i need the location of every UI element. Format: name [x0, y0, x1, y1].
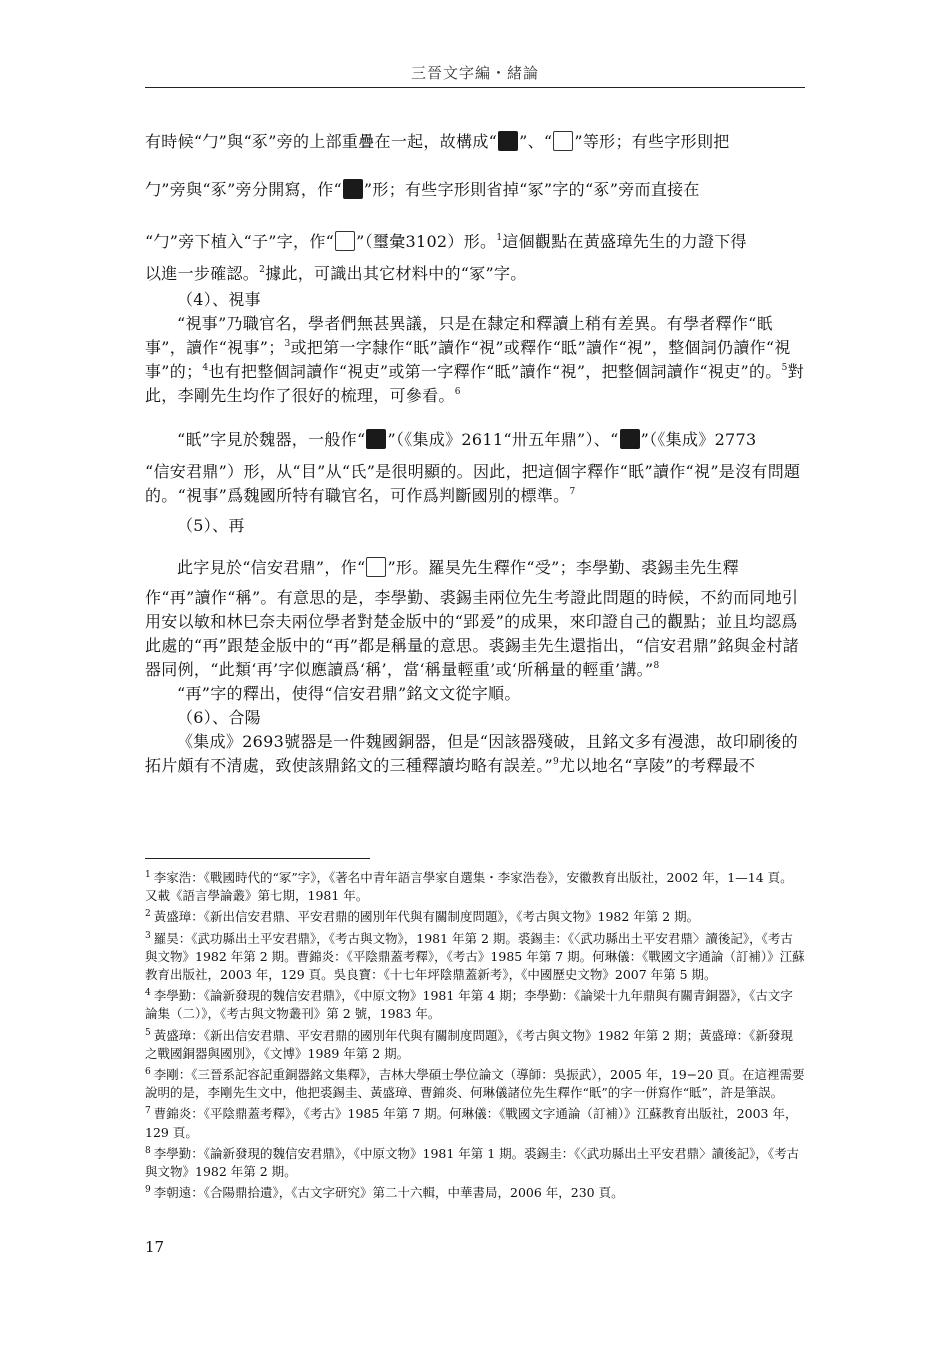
text-run: 《集成》2693號器是一件魏國銅器，但是“因該器殘破，且銘文多有漫漶，故印刷後的拓片頗有不清處，致使該鼎銘文的三種釋讀均略有誤差。” [145, 732, 798, 775]
footnote: $^1$ 李家浩：《戰國時代的“冢”字》，《著名中青年語言學家自選集・李家浩卷》，安徽教育出版社，2002 年，1—14 頁。又載《語言學論叢》第七期，1981 年。 [145, 870, 793, 904]
section-heading: （5）、再 [177, 516, 245, 535]
text-run: 對此，李剛先生均作了很好的梳理，可參看。 [145, 362, 804, 405]
ancient-glyph-image [335, 231, 355, 251]
paragraph-3 [145, 428, 805, 508]
text-run: ”形。羅昊先生釋作“受”；李學勤、裘錫圭先生釋 [387, 558, 739, 577]
footnote: $^4$ 李學勤：《論新發現的魏信安君鼎》，《中原文物》1981 年第 4 期；李學勤：《論梁十九年鼎與有關青銅器》，《古文字論集（二）》，《考古與文物叢刊》第 2 號，1983 年。 [145, 988, 793, 1022]
footnote-ref: 3 [284, 339, 291, 349]
footnotes [145, 866, 805, 1202]
footnote-rule [145, 858, 370, 859]
footnote-ref: 9 [552, 757, 560, 767]
text-run: 此字見於“信安君鼎”，作“ [177, 558, 366, 577]
text-run: “視事”乃職官名，學者們無甚異議，只是在隸定和釋讀上稍有差異。有學者釋作“眂事”，讀作“視事”； [145, 314, 773, 357]
footnote: $^5$ 黃盛璋：《新出信安君鼎、平安君鼎的國別年代與有關制度問題》，《考古與文物》1982 年第 2 期；黃盛璋：《新發現之戰國銅器與國別》，《文博》1989 年第 2 期。 [145, 1027, 793, 1061]
text-run: “勹”旁下植入“子”字，作“ [145, 232, 335, 251]
text-run: 也有把整個詞讀作“視吏”或第一字釋作“眡”讀作“視”，把整個詞讀作“視吏”的。 [208, 362, 782, 381]
text-run: ”（璽彙3102）形。 [356, 232, 497, 251]
ancient-glyph-image [553, 131, 573, 151]
paragraph-5: “再”字的釋出，使得“信安君鼎”銘文文從字順。 [177, 684, 521, 703]
footnote-ref: 6 [454, 387, 461, 397]
footnote: $^2$ 黃盛璋：《新出信安君鼎、平安君鼎的國別年代與有關制度問題》，《考古與文物》1982 年第 2 期。 [145, 909, 700, 925]
footnote-ref: 7 [569, 487, 576, 497]
ancient-glyph-image [366, 429, 386, 449]
footnote-ref: 4 [202, 363, 209, 373]
paragraph-1-line-2 [145, 178, 805, 202]
running-header: 三晉文字編・緒論 [410, 64, 539, 82]
footnote: $^9$ 李朝遠：《合陽鼎拾遺》，《古文字研究》第二十六輯，中華書局，2006 年，230 頁。 [145, 1185, 624, 1201]
text-run: ”（《集成》2611“卅五年鼎”）、“ [387, 430, 619, 449]
ancient-glyph-image [498, 131, 518, 151]
text-run: ”、“ [519, 132, 553, 151]
paragraph-2 [145, 312, 805, 408]
footnote: $^6$ 李剛：《三晉系記容記重銅器銘文集釋》，吉林大學碩士學位論文（導師：吳振武），2005 年，19−20 頁。在這裡需要說明的是，李剛先生文中，他把裘錫圭、黃盛璋、曹錦炎、何琳儀諸位先生釋作“眂”的字一併寫作“眡”，許是筆誤。 [145, 1067, 805, 1101]
text-run: ”等形；有些字形則把 [574, 132, 730, 151]
paragraph-1-line-3 [145, 230, 805, 286]
text-run: “信安君鼎”）形，从“目”从“氏”是很明顯的。因此，把這個字釋作“眂”讀作“視”是沒有問題的。“視事”爲魏國所特有職官名，可作爲判斷國別的標準。 [145, 462, 801, 505]
text-run: ”形；有些字形則省掉“冢”字的“豖”旁而直接在 [363, 180, 700, 199]
ancient-glyph-image [366, 557, 386, 577]
section-heading: （6）、合陽 [177, 708, 261, 727]
section-heading: （4）、視事 [177, 290, 261, 309]
footnote: $^7$ 曹錦炎：《平陰鼎蓋考釋》，《考古》1985 年第 7 期。何琳儀：《戰國文字通論（訂補）》江蘇教育出版社，2003 年，129 頁。 [145, 1106, 798, 1140]
text-run: 據此，可識出其它材料中的“冢”字。 [265, 264, 527, 283]
header-rule [145, 87, 805, 88]
text-run: 勹”旁與“豖”旁分開寫，作“ [145, 180, 342, 199]
section-5 [145, 514, 805, 538]
text-run: 作“再”讀作“稱”。有意思的是，李學勤、裘錫圭兩位先生考證此問題的時候，不約而同地引用安以敏和林巳奈夫兩位學者對楚金版中的“郢爰”的成果，來印證自己的觀點；並且均認爲此處的“再”跟楚金版中的“再”都是稱量的意思。裘錫圭先生還指出，“信安君鼎”銘與金村諸器同例，“此類‘再’字似應讀爲‘稱’，當‘稱量輕重’或‘所稱量的輕重’講。” [145, 588, 799, 679]
paragraph-1 [145, 128, 805, 155]
footnote-ref: 1 [496, 233, 503, 243]
text-run: 尤以地名“享陵”的考釋最不 [559, 756, 756, 775]
footnote-ref: 5 [781, 363, 788, 373]
footnote: $^8$ 李學勤：《論新發現的魏信安君鼎》，《中原文物》1981 年第 1 期。裘錫圭：《〈武功縣出土平安君鼎〉讀後記》，《考古與文物》1982 年第 2 期。 [145, 1145, 800, 1180]
text-run: 或把第一字隸作“眂”讀作“視”或釋作“眡”讀作“視”，整個詞仍讀作“視事”的； [145, 338, 791, 381]
text-run: 這個觀點在黃盛璋先生的力證下得 [502, 232, 747, 251]
ancient-glyph-image [343, 179, 363, 199]
section-4 [145, 288, 805, 408]
paragraph-6 [145, 730, 805, 778]
text-run: 有時候“勹”與“豖”旁的上部重疊在一起，故構成“ [145, 132, 498, 151]
text-run: ”（《集成》2773 [640, 430, 757, 449]
page-number: 17 [145, 1238, 165, 1256]
ancient-glyph-image [620, 429, 640, 449]
footnote-ref: 2 [259, 265, 266, 275]
footnote-ref: 8 [653, 661, 660, 671]
text-run: 以進一步確認。 [145, 264, 260, 283]
footnote: $^3$ 羅昊：《武功縣出土平安君鼎》，《考古與文物》，1981 年第 2 期。裘錫圭：《〈武功縣出土平安君鼎〉讀後記》，《考古與文物》1982 年第 2 期。曹錦炎：《平陰鼎蓋考釋》，《考古》1985 年第 7 期。何琳儀：《戰國文字通論（訂補）》江蘇教育出版社，2003 年，129 頁。吳良寶：《十七年坪陰鼎蓋新考》，《中國歷史文物》2007 年第 5 期。 [145, 930, 805, 983]
text-run: “眂”字見於魏器，一般作“ [177, 430, 366, 449]
paragraph-4 [145, 556, 805, 778]
